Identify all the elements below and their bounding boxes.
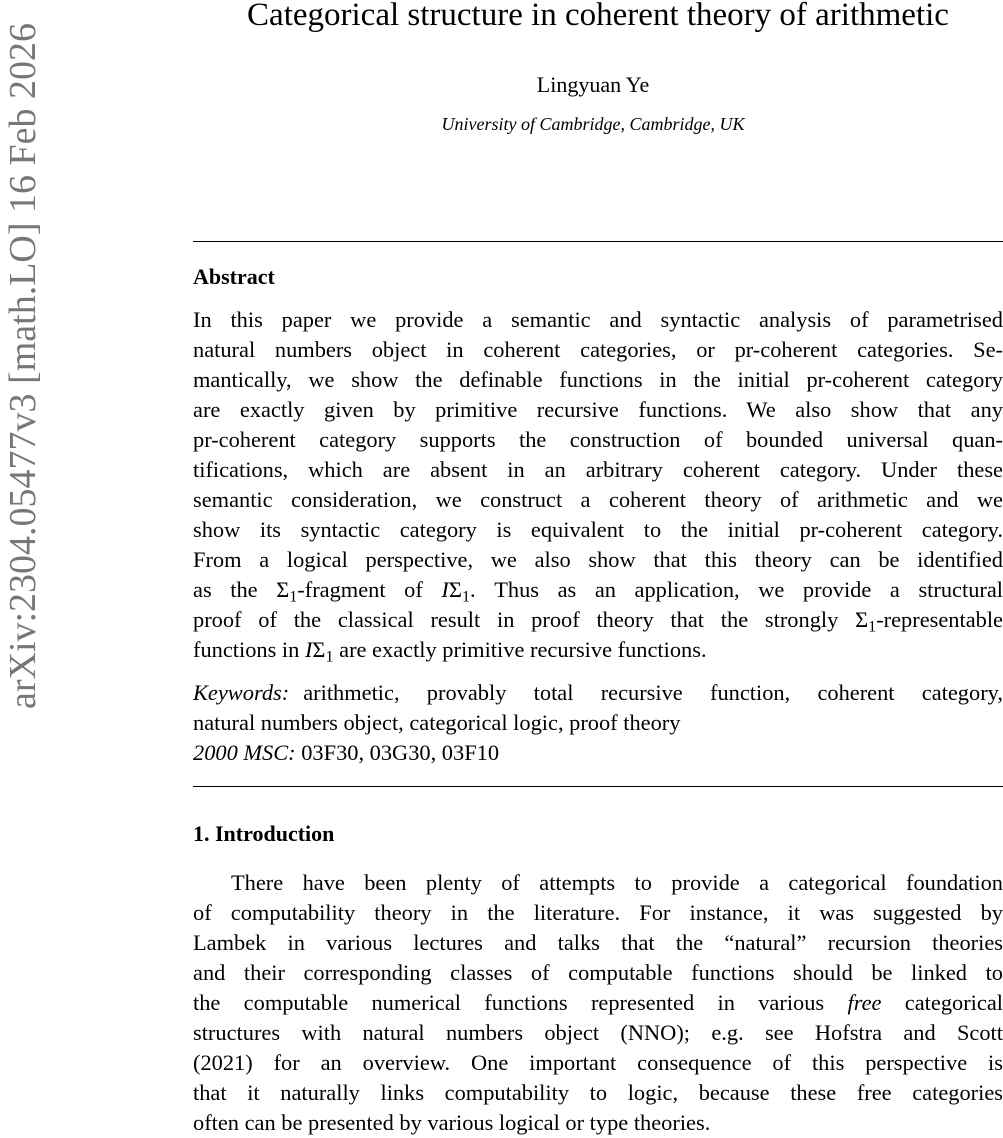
section-heading-introduction: 1. Introduction [193,821,335,846]
body-line: of computability theory in the literature. For instance, it was suggested by [193,900,1003,925]
math-subscript: 1 [325,648,334,666]
author-affiliation: University of Cambridge, Cambridge, UK [441,114,745,134]
abstract-line: natural numbers object in coherent categories, or pr-coherent categories. Se- [193,337,1003,362]
abstract-line: semantic consideration, we construct a coherent theory of arithmetic and we [193,487,1003,512]
abstract-line [193,575,1003,605]
text-fragment: proof of the classical result in proof theory that the strongly Σ [193,607,869,632]
keywords-text: arithmetic, provably total recursive function, coherent category, [303,680,1003,705]
abstract-line: show its syntactic category is equivalent to the initial pr-coherent category. [193,517,1003,542]
msc-value: 03F30, 03G30, 03F10 [295,740,500,765]
keywords-line: natural numbers object, categorical logic, proof theory [193,710,681,735]
math-subscript: 1 [289,588,298,606]
text-fragment: Σ [448,577,462,602]
math-subscript: 1 [461,588,470,606]
body-line: There have been plenty of attempts to provide a categorical foundation [231,870,1003,895]
abstract-line: From a logical perspective, we also show that this theory can be identified [193,547,1003,572]
text-fragment: the computable numerical functions represented in various [193,990,848,1015]
emphasis-text: free [847,990,882,1015]
text-fragment: -fragment of [297,577,442,602]
text-fragment: -representable [876,607,1003,632]
text-fragment: Σ [312,637,326,662]
msc-label: 2000 MSC: [193,740,296,765]
abstract-line: tifications, which are absent in an arbitrary coherent category. Under these [193,457,1003,482]
msc-line [193,738,1003,768]
keywords-block [193,678,1003,768]
math-italic: I [304,637,313,662]
arxiv-identifier-text: arXiv:2304.05477v3 [math.LO] 16 Feb 2026 [2,22,44,710]
keywords-line [193,678,1003,708]
body-line [193,988,1003,1018]
abstract-body [193,305,1003,665]
abstract-line [193,605,1003,635]
text-fragment: categorical [881,990,1003,1015]
abstract-top-rule [193,241,1003,242]
abstract-line [193,635,1003,665]
text-fragment: are exactly primitive recursive functions. [333,637,707,662]
keywords-label: Keywords: [193,680,290,705]
body-line: (2021) for an overview. One important consequence of this perspective is [193,1050,1003,1075]
body-line: structures with natural numbers object (NNO); e.g. see Hofstra and Scott [193,1020,1003,1045]
body-line: and their corresponding classes of computable functions should be linked to [193,960,1003,985]
paper-title: Categorical structure in coherent theory of arithmetic [247,0,949,33]
abstract-line: pr-coherent category supports the construction of bounded universal quan- [193,427,1003,452]
abstract-heading: Abstract [193,264,275,289]
author-name: Lingyuan Ye [536,72,650,97]
abstract-line: are exactly given by primitive recursive functions. We also show that any [193,397,1003,422]
abstract-line: In this paper we provide a semantic and syntactic analysis of parametrised [193,307,1003,332]
text-fragment: . Thus as an application, we provide a structural [470,577,1003,602]
body-line: that it naturally links computability to logic, because these free categories [193,1080,1003,1105]
text-fragment: functions in [193,637,305,662]
math-subscript: 1 [868,618,877,636]
abstract-line: mantically, we show the definable functions in the initial pr-coherent category [193,367,1003,392]
body-line: Lambek in various lectures and talks that the “natural” recursion theories [193,930,1003,955]
body-line: often can be presented by various logical or type theories. [193,1110,711,1135]
text-fragment: as the Σ [193,577,290,602]
arxiv-identifier [1,22,45,710]
introduction-body [193,868,1003,1138]
math-italic: I [441,577,449,602]
abstract-bottom-rule [193,786,1003,787]
